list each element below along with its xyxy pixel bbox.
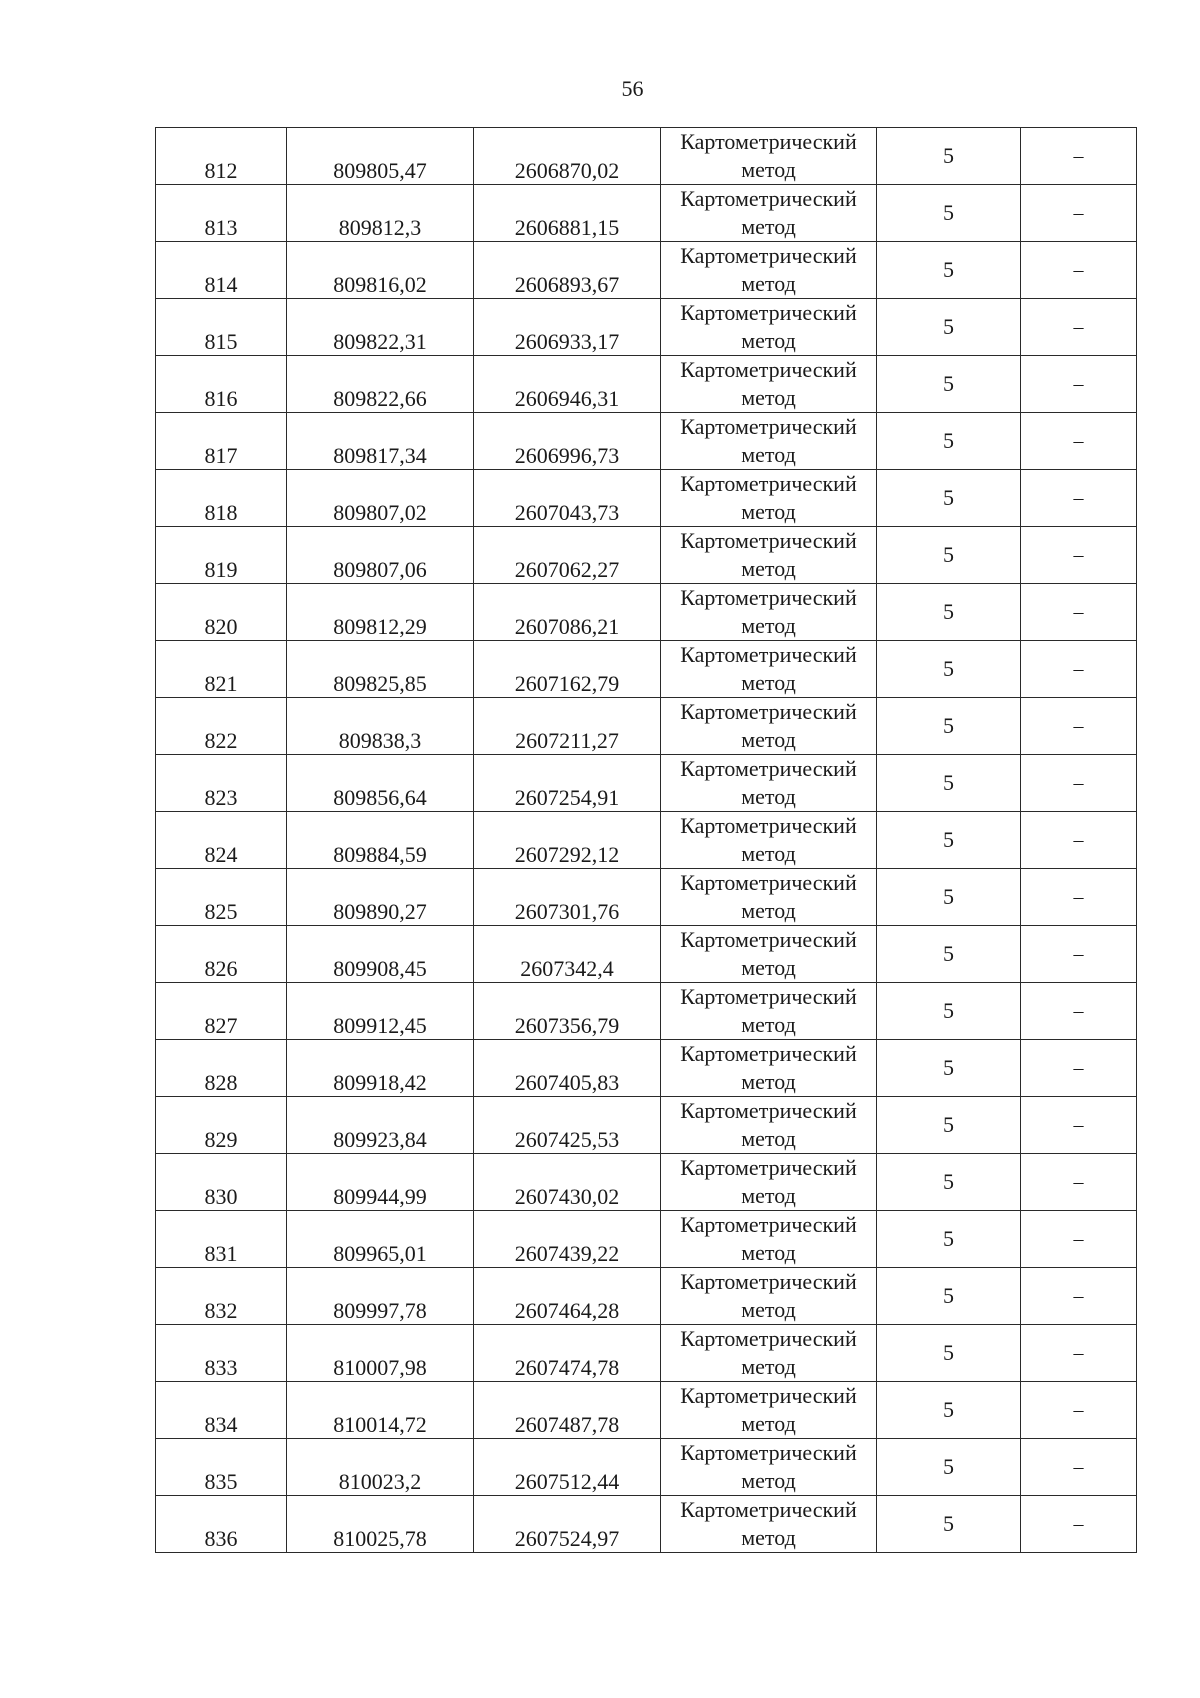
- description-cell: –: [1021, 1439, 1137, 1496]
- description-cell: –: [1021, 641, 1137, 698]
- accuracy-cell: 5: [877, 527, 1021, 584]
- point-number-cell: 818: [156, 470, 287, 527]
- point-number-cell: 813: [156, 185, 287, 242]
- y-coordinate-cell: 2606996,73: [474, 413, 661, 470]
- x-coordinate-cell: 809838,3: [287, 698, 474, 755]
- accuracy-cell: 5: [877, 1040, 1021, 1097]
- accuracy-cell: 5: [877, 299, 1021, 356]
- table-row: [156, 983, 1137, 1040]
- table-row: [156, 1211, 1137, 1268]
- description-cell: –: [1021, 1097, 1137, 1154]
- x-coordinate-cell: 809825,85: [287, 641, 474, 698]
- method-cell: Картометрический метод: [661, 413, 877, 470]
- table-row: [156, 242, 1137, 299]
- description-cell: –: [1021, 812, 1137, 869]
- y-coordinate-cell: 2607342,4: [474, 926, 661, 983]
- table-row: [156, 527, 1137, 584]
- y-coordinate-cell: 2606881,15: [474, 185, 661, 242]
- method-cell: Картометрический метод: [661, 128, 877, 185]
- y-coordinate-cell: 2607524,97: [474, 1496, 661, 1553]
- x-coordinate-cell: 809805,47: [287, 128, 474, 185]
- table-row: [156, 1268, 1137, 1325]
- y-coordinate-cell: 2607464,28: [474, 1268, 661, 1325]
- method-cell: Картометрический метод: [661, 698, 877, 755]
- page-number: 56: [621, 76, 644, 101]
- point-number-cell: 819: [156, 527, 287, 584]
- point-number-cell: 833: [156, 1325, 287, 1382]
- description-cell: –: [1021, 926, 1137, 983]
- point-number-cell: 822: [156, 698, 287, 755]
- accuracy-cell: 5: [877, 1439, 1021, 1496]
- accuracy-cell: 5: [877, 356, 1021, 413]
- description-cell: –: [1021, 1040, 1137, 1097]
- point-number-cell: 836: [156, 1496, 287, 1553]
- point-number-cell: 823: [156, 755, 287, 812]
- description-cell: –: [1021, 1325, 1137, 1382]
- accuracy-cell: 5: [877, 1154, 1021, 1211]
- table-row: [156, 356, 1137, 413]
- accuracy-cell: 5: [877, 470, 1021, 527]
- accuracy-cell: 5: [877, 983, 1021, 1040]
- description-cell: –: [1021, 1496, 1137, 1553]
- description-cell: –: [1021, 527, 1137, 584]
- method-cell: Картометрический метод: [661, 755, 877, 812]
- accuracy-cell: 5: [877, 869, 1021, 926]
- point-number-cell: 815: [156, 299, 287, 356]
- method-cell: Картометрический метод: [661, 983, 877, 1040]
- description-cell: –: [1021, 128, 1137, 185]
- method-cell: Картометрический метод: [661, 1325, 877, 1382]
- x-coordinate-cell: 809812,3: [287, 185, 474, 242]
- accuracy-cell: 5: [877, 242, 1021, 299]
- description-cell: –: [1021, 1382, 1137, 1439]
- x-coordinate-cell: 809822,31: [287, 299, 474, 356]
- x-coordinate-cell: 809908,45: [287, 926, 474, 983]
- point-number-cell: 835: [156, 1439, 287, 1496]
- table-row: [156, 1382, 1137, 1439]
- y-coordinate-cell: 2606946,31: [474, 356, 661, 413]
- description-cell: –: [1021, 1211, 1137, 1268]
- accuracy-cell: 5: [877, 413, 1021, 470]
- x-coordinate-cell: 809918,42: [287, 1040, 474, 1097]
- method-cell: Картометрический метод: [661, 1211, 877, 1268]
- table-row: [156, 869, 1137, 926]
- accuracy-cell: 5: [877, 1211, 1021, 1268]
- x-coordinate-cell: 810023,2: [287, 1439, 474, 1496]
- point-number-cell: 817: [156, 413, 287, 470]
- method-cell: Картометрический метод: [661, 926, 877, 983]
- x-coordinate-cell: 810025,78: [287, 1496, 474, 1553]
- y-coordinate-cell: 2607301,76: [474, 869, 661, 926]
- table-row: [156, 1097, 1137, 1154]
- method-cell: Картометрический метод: [661, 299, 877, 356]
- method-cell: Картометрический метод: [661, 527, 877, 584]
- description-cell: –: [1021, 584, 1137, 641]
- table-row: [156, 584, 1137, 641]
- accuracy-cell: 5: [877, 698, 1021, 755]
- description-cell: –: [1021, 1154, 1137, 1211]
- point-number-cell: 821: [156, 641, 287, 698]
- x-coordinate-cell: 809944,99: [287, 1154, 474, 1211]
- accuracy-cell: 5: [877, 185, 1021, 242]
- y-coordinate-cell: 2607211,27: [474, 698, 661, 755]
- x-coordinate-cell: 809807,02: [287, 470, 474, 527]
- accuracy-cell: 5: [877, 128, 1021, 185]
- y-coordinate-cell: 2607439,22: [474, 1211, 661, 1268]
- x-coordinate-cell: 809817,34: [287, 413, 474, 470]
- description-cell: –: [1021, 242, 1137, 299]
- point-number-cell: 824: [156, 812, 287, 869]
- method-cell: Картометрический метод: [661, 356, 877, 413]
- table-row: [156, 1439, 1137, 1496]
- x-coordinate-cell: 809816,02: [287, 242, 474, 299]
- accuracy-cell: 5: [877, 584, 1021, 641]
- point-number-cell: 832: [156, 1268, 287, 1325]
- method-cell: Картометрический метод: [661, 1382, 877, 1439]
- x-coordinate-cell: 809923,84: [287, 1097, 474, 1154]
- x-coordinate-cell: 809890,27: [287, 869, 474, 926]
- description-cell: –: [1021, 185, 1137, 242]
- point-number-cell: 820: [156, 584, 287, 641]
- y-coordinate-cell: 2607292,12: [474, 812, 661, 869]
- point-number-cell: 830: [156, 1154, 287, 1211]
- description-cell: –: [1021, 299, 1137, 356]
- y-coordinate-cell: 2607405,83: [474, 1040, 661, 1097]
- y-coordinate-cell: 2607512,44: [474, 1439, 661, 1496]
- description-cell: –: [1021, 413, 1137, 470]
- method-cell: Картометрический метод: [661, 1154, 877, 1211]
- method-cell: Картометрический метод: [661, 1439, 877, 1496]
- x-coordinate-cell: 809807,06: [287, 527, 474, 584]
- method-cell: Картометрический метод: [661, 1496, 877, 1553]
- table-row: [156, 299, 1137, 356]
- y-coordinate-cell: 2607162,79: [474, 641, 661, 698]
- table-row: [156, 185, 1137, 242]
- description-cell: –: [1021, 1268, 1137, 1325]
- table-row: [156, 926, 1137, 983]
- method-cell: Картометрический метод: [661, 584, 877, 641]
- point-number-cell: 825: [156, 869, 287, 926]
- description-cell: –: [1021, 356, 1137, 413]
- table-row: [156, 128, 1137, 185]
- table-row: [156, 1496, 1137, 1553]
- point-number-cell: 826: [156, 926, 287, 983]
- method-cell: Картометрический метод: [661, 470, 877, 527]
- x-coordinate-cell: 810007,98: [287, 1325, 474, 1382]
- method-cell: Картометрический метод: [661, 185, 877, 242]
- x-coordinate-cell: 809812,29: [287, 584, 474, 641]
- y-coordinate-cell: 2607086,21: [474, 584, 661, 641]
- description-cell: –: [1021, 698, 1137, 755]
- accuracy-cell: 5: [877, 1097, 1021, 1154]
- point-number-cell: 814: [156, 242, 287, 299]
- method-cell: Картометрический метод: [661, 1097, 877, 1154]
- accuracy-cell: 5: [877, 1382, 1021, 1439]
- point-number-cell: 827: [156, 983, 287, 1040]
- description-cell: –: [1021, 755, 1137, 812]
- method-cell: Картометрический метод: [661, 812, 877, 869]
- x-coordinate-cell: 809822,66: [287, 356, 474, 413]
- accuracy-cell: 5: [877, 1268, 1021, 1325]
- y-coordinate-cell: 2606870,02: [474, 128, 661, 185]
- accuracy-cell: 5: [877, 812, 1021, 869]
- method-cell: Картометрический метод: [661, 1040, 877, 1097]
- table-row: [156, 641, 1137, 698]
- method-cell: Картометрический метод: [661, 1268, 877, 1325]
- table-row: [156, 812, 1137, 869]
- y-coordinate-cell: 2607356,79: [474, 983, 661, 1040]
- table-row: [156, 470, 1137, 527]
- accuracy-cell: 5: [877, 755, 1021, 812]
- x-coordinate-cell: 810014,72: [287, 1382, 474, 1439]
- accuracy-cell: 5: [877, 1325, 1021, 1382]
- x-coordinate-cell: 809997,78: [287, 1268, 474, 1325]
- point-number-cell: 812: [156, 128, 287, 185]
- point-number-cell: 828: [156, 1040, 287, 1097]
- table-row: [156, 1040, 1137, 1097]
- description-cell: –: [1021, 470, 1137, 527]
- table-row: [156, 413, 1137, 470]
- y-coordinate-cell: 2607430,02: [474, 1154, 661, 1211]
- y-coordinate-cell: 2607425,53: [474, 1097, 661, 1154]
- accuracy-cell: 5: [877, 926, 1021, 983]
- y-coordinate-cell: 2606893,67: [474, 242, 661, 299]
- x-coordinate-cell: 809884,59: [287, 812, 474, 869]
- y-coordinate-cell: 2607062,27: [474, 527, 661, 584]
- coordinates-table: [155, 127, 1137, 1553]
- accuracy-cell: 5: [877, 641, 1021, 698]
- description-cell: –: [1021, 983, 1137, 1040]
- method-cell: Картометрический метод: [661, 641, 877, 698]
- table-row: [156, 1325, 1137, 1382]
- table-row: [156, 698, 1137, 755]
- method-cell: Картометрический метод: [661, 869, 877, 926]
- x-coordinate-cell: 809912,45: [287, 983, 474, 1040]
- table-row: [156, 755, 1137, 812]
- description-cell: –: [1021, 869, 1137, 926]
- y-coordinate-cell: 2606933,17: [474, 299, 661, 356]
- x-coordinate-cell: 809965,01: [287, 1211, 474, 1268]
- y-coordinate-cell: 2607043,73: [474, 470, 661, 527]
- table-body: [156, 128, 1137, 1553]
- point-number-cell: 831: [156, 1211, 287, 1268]
- point-number-cell: 834: [156, 1382, 287, 1439]
- method-cell: Картометрический метод: [661, 242, 877, 299]
- table-row: [156, 1154, 1137, 1211]
- y-coordinate-cell: 2607474,78: [474, 1325, 661, 1382]
- accuracy-cell: 5: [877, 1496, 1021, 1553]
- point-number-cell: 829: [156, 1097, 287, 1154]
- x-coordinate-cell: 809856,64: [287, 755, 474, 812]
- y-coordinate-cell: 2607254,91: [474, 755, 661, 812]
- y-coordinate-cell: 2607487,78: [474, 1382, 661, 1439]
- point-number-cell: 816: [156, 356, 287, 413]
